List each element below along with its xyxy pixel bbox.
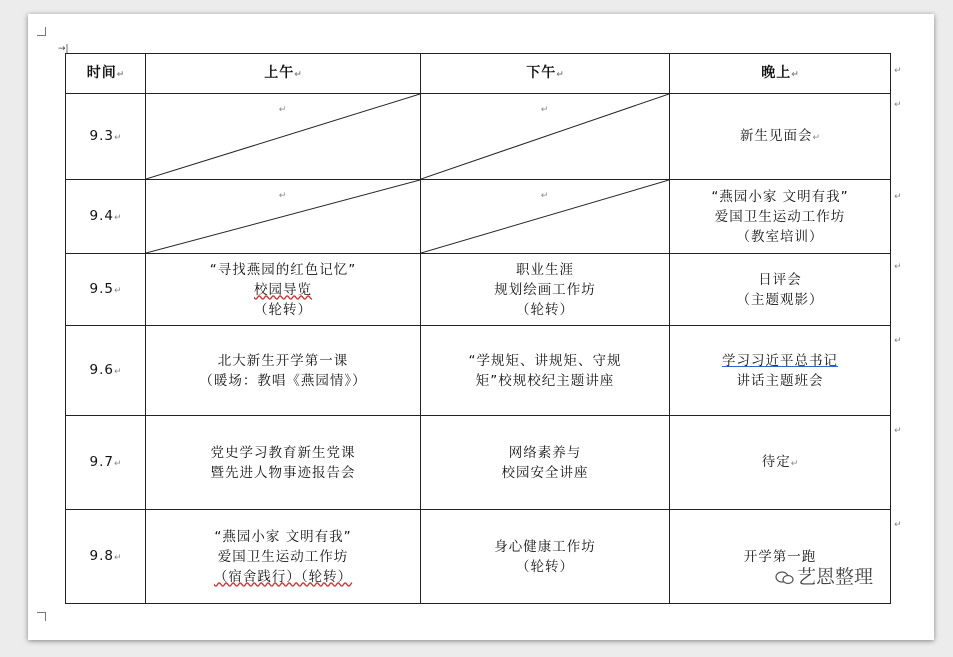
row-end-mark: ↵ xyxy=(894,262,902,272)
event-line: 爱国卫生运动工作坊 xyxy=(217,548,349,565)
table-row xyxy=(66,416,891,510)
event-line: 校园安全讲座 xyxy=(501,464,589,481)
table-row xyxy=(66,180,891,254)
event-line: 校园导览 xyxy=(254,281,312,298)
row-end-mark: ↵ xyxy=(894,66,902,76)
event-line: （轮转） xyxy=(516,558,574,575)
date-cell: 9.7↵ xyxy=(66,416,146,510)
event-line: 学习习近平总书记 xyxy=(722,352,838,369)
row-end-mark: ↵ xyxy=(894,336,902,346)
event-cell xyxy=(146,416,421,510)
watermark-text: 艺恩整理 xyxy=(797,566,874,588)
event-cell: 待定↵ xyxy=(670,416,891,510)
table-header-row xyxy=(66,54,891,94)
header-afternoon: 下午↵ xyxy=(421,54,670,94)
event-line: 党史学习教育新生党课 xyxy=(210,444,356,461)
event-line: 网络素养与 xyxy=(508,444,582,461)
schedule-table xyxy=(65,53,891,604)
event-line: 职业生涯 xyxy=(516,261,574,278)
event-line: “寻找燕园的红色记忆” xyxy=(209,261,357,278)
margin-corner-mark xyxy=(37,612,46,621)
date-cell: 9.8↵ xyxy=(66,510,146,604)
wechat-icon xyxy=(775,571,795,585)
table-row xyxy=(66,94,891,180)
event-line: 爱国卫生运动工作坊 xyxy=(714,208,846,225)
row-end-mark: ↵ xyxy=(894,426,902,436)
row-end-mark: ↵ xyxy=(894,192,902,202)
event-cell xyxy=(670,326,891,416)
row-end-mark: ↵ xyxy=(894,100,902,110)
event-cell xyxy=(421,326,670,416)
event-cell xyxy=(421,416,670,510)
header-morning: 上午↵ xyxy=(146,54,421,94)
event-cell xyxy=(146,254,421,326)
date-cell: 9.6↵ xyxy=(66,326,146,416)
text-cursor-mark: →| xyxy=(58,44,69,54)
event-line: 规划绘画工作坊 xyxy=(494,281,596,298)
date-cell: 9.5↵ xyxy=(66,254,146,326)
event-line: （轮转） xyxy=(516,301,574,318)
event-line: 北大新生开学第一课 xyxy=(217,352,349,369)
event-cell xyxy=(421,510,670,604)
table-row xyxy=(66,510,891,604)
event-line: “燕园小家 文明有我” xyxy=(214,528,352,545)
event-line: “燕园小家 文明有我” xyxy=(711,188,849,205)
watermark xyxy=(775,562,873,589)
empty-slot-cell: ↵ xyxy=(146,94,421,180)
event-line: （教室培训） xyxy=(736,228,824,245)
event-line: （轮转） xyxy=(254,301,312,318)
event-line: “学规矩、讲规矩、守规 xyxy=(468,352,622,369)
event-cell: 新生见面会↵ xyxy=(670,94,891,180)
event-line: （暖场：教唱《燕园情》） xyxy=(199,372,367,389)
header-time: 时间↵ xyxy=(66,54,146,94)
event-line: （宿舍践行）（轮转） xyxy=(213,568,353,585)
event-cell xyxy=(670,180,891,254)
empty-slot-cell: ↵ xyxy=(421,94,670,180)
event-line: 矩”校规校纪主题讲座 xyxy=(475,372,615,389)
event-cell xyxy=(421,254,670,326)
row-end-mark: ↵ xyxy=(894,520,902,530)
empty-slot-cell: ↵ xyxy=(421,180,670,254)
event-line: 暨先进人物事迹报告会 xyxy=(210,464,356,481)
header-evening: 晚上↵ xyxy=(670,54,891,94)
event-cell xyxy=(670,254,891,326)
event-cell: 开学第一跑 xyxy=(670,510,891,604)
event-line: 讲话主题班会 xyxy=(736,372,824,389)
event-cell xyxy=(146,326,421,416)
event-line: （主题观影） xyxy=(736,291,824,308)
date-cell: 9.4↵ xyxy=(66,180,146,254)
event-line: 身心健康工作坊 xyxy=(494,538,596,555)
event-line: 日评会 xyxy=(758,271,802,288)
table-row xyxy=(66,254,891,326)
event-cell xyxy=(146,510,421,604)
table-row xyxy=(66,326,891,416)
date-cell: 9.3↵ xyxy=(66,94,146,180)
empty-slot-cell: ↵ xyxy=(146,180,421,254)
margin-corner-mark xyxy=(37,27,46,36)
